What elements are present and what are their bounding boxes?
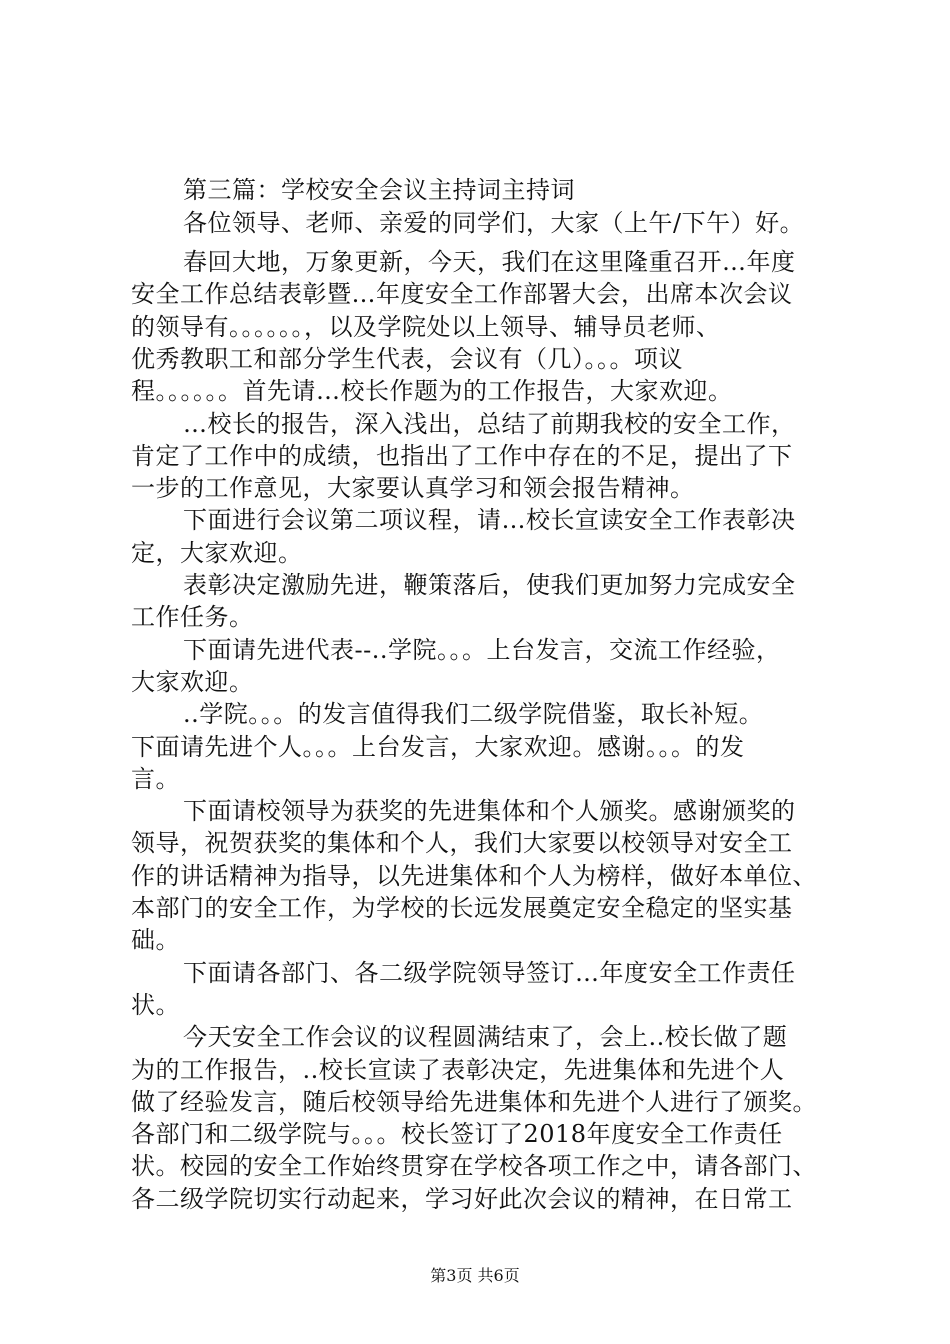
paragraph-line: 大家欢迎。 — [131, 667, 254, 696]
paragraph-line: 各部门和二级学院与。。。校长签订了2018年度安全工作责任 — [131, 1120, 783, 1149]
document-title: 第三篇：学校安全会议主持词主持词 — [183, 176, 575, 204]
paragraph-line: 程。。。。。。首先请…校长作题为的工作报告，大家欢迎。 — [131, 377, 733, 406]
page-number: 第3页 共6页 — [430, 1266, 520, 1285]
paragraph-line: ..学院。。。的发言值得我们二级学院借鉴，取长补短。 — [183, 700, 764, 729]
paragraph-line: 春回大地，万象更新，今天，我们在这里隆重召开…年度 — [183, 248, 796, 276]
paragraph-line: 各二级学院切实行动起来，学习好此次会议的精神，在日常工 — [131, 1184, 793, 1213]
paragraph-line: 做了经验发言，随后校领导给先进集体和先进个人进行了颁奖。 — [131, 1087, 817, 1116]
paragraph-line: 言。 — [131, 764, 180, 793]
paragraph-line: 工作任务。 — [131, 603, 254, 632]
paragraph-line: 状。 — [131, 990, 180, 1019]
paragraph-line: 安全工作总结表彰暨…年度安全工作部署大会，出席本次会议 — [131, 280, 793, 309]
paragraph-line: 下面请校领导为获奖的先进集体和个人颁奖。感谢颁奖的 — [183, 797, 796, 826]
paragraph-line: 优秀教职工和部分学生代表，会议有（几）。。。项议 — [131, 344, 683, 373]
greeting-line: 各位领导、老师、亲爱的同学们，大家（上午/下午）好。 — [183, 209, 805, 237]
paragraph-line: 作的讲话精神为指导，以先进集体和个人为榜样，做好本单位、 — [131, 861, 817, 890]
paragraph-line: 为的工作报告，..校长宣读了表彰决定，先进集体和先进个人 — [131, 1055, 785, 1084]
paragraph-line: 下面请先进个人。。。上台发言，大家欢迎。感谢。。。的发 — [131, 732, 745, 761]
paragraph-line: 领导，祝贺获奖的集体和个人，我们大家要以校领导对安全工 — [131, 829, 793, 858]
paragraph-line: …校长的报告，深入浅出，总结了前期我校的安全工作， — [183, 409, 796, 438]
paragraph-line: 下面进行会议第二项议程，请…校长宣读安全工作表彰决 — [183, 506, 796, 535]
paragraph-line: 本部门的安全工作，为学校的长远发展奠定安全稳定的坚实基 — [131, 894, 793, 922]
paragraph-line: 今天安全工作会议的议程圆满结束了，会上..校长做了题 — [183, 1023, 788, 1052]
paragraph-line: 础。 — [131, 926, 180, 955]
paragraph-line: 下面请各部门、各二级学院领导签订…年度安全工作责任 — [183, 958, 796, 987]
paragraph-line: 肯定了工作中的成绩，也指出了工作中存在的不足，提出了下 — [131, 441, 793, 470]
paragraph-line: 下面请先进代表--..学院。。。上台发言，交流工作经验， — [183, 635, 781, 664]
paragraph-line: 一步的工作意见，大家要认真学习和领会报告精神。 — [131, 474, 695, 503]
paragraph-line: 的领导有。。。。。。，以及学院处以上领导、辅导员老师、 — [131, 312, 721, 341]
paragraph-line: 表彰决定激励先进，鞭策落后，使我们更加努力完成安全 — [183, 571, 796, 599]
paragraph-line: 状。校园的安全工作始终贯穿在学校各项工作之中，请各部门、 — [131, 1152, 817, 1181]
paragraph-line: 定，大家欢迎。 — [131, 538, 303, 567]
